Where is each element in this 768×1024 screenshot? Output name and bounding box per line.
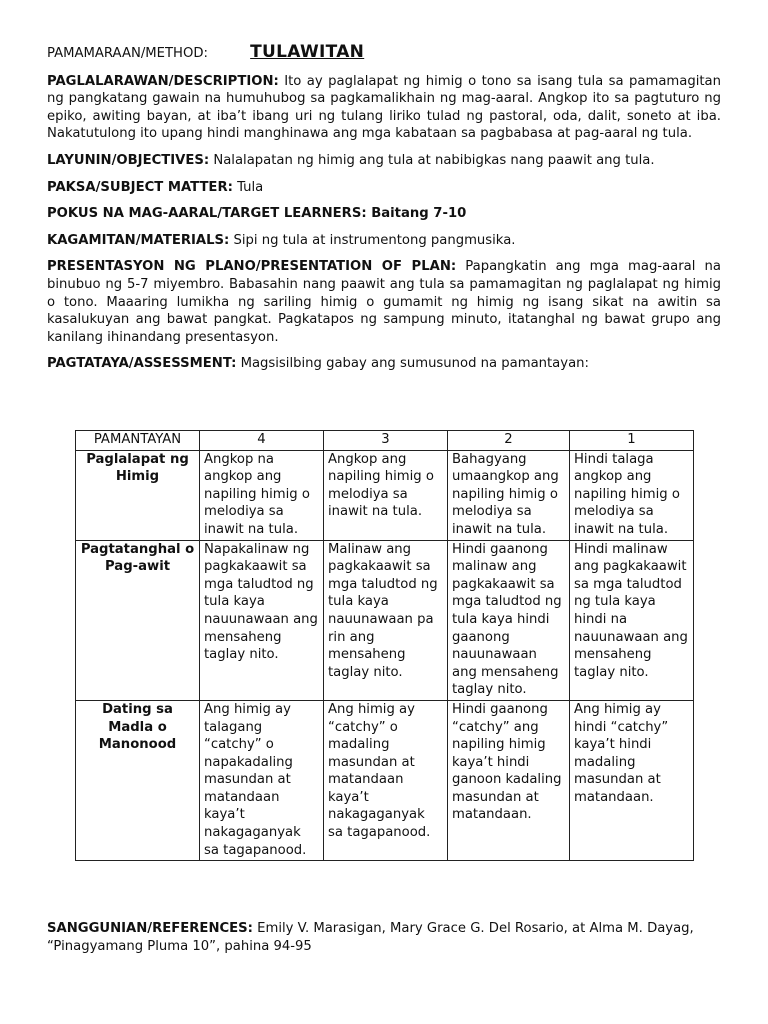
- document-page: [47, 42, 721, 954]
- rubric-criterion: Dating sa Madla o Manonood: [76, 700, 200, 860]
- rubric-cell: Malinaw ang pagkakaawit sa mga taludtod ng tula kaya nauunawaan pa rin ang mensaheng taglay nito.: [324, 540, 448, 700]
- rubric-cell: Ang himig ay talagang “catchy” o napakadaling masundan at matandaan kaya’t nakagaganyak sa tagapanood.: [200, 700, 324, 860]
- rubric-table: [75, 430, 694, 861]
- references-text: Emily V. Marasigan, Mary Grace G. Del Rosario, at Alma M. Dayag, “Pinagyamang Pluma 10”, pahina 94-95: [47, 921, 694, 954]
- rubric-header-score-3: 3: [324, 431, 448, 451]
- description-section: [47, 73, 721, 143]
- rubric-criterion: Pagtatanghal o Pag-awit: [76, 540, 200, 700]
- objectives-section: [47, 152, 721, 170]
- method-line: [47, 44, 721, 63]
- subject-matter-section: [47, 179, 721, 197]
- references-section: [47, 920, 721, 955]
- rubric-header-score-4: 4: [200, 431, 324, 451]
- table-row: [76, 540, 694, 700]
- assessment-label: PAGTATAYA/ASSESSMENT:: [47, 356, 237, 372]
- presentation-label: PRESENTASYON NG PLANO/PRESENTATION OF PLAN:: [47, 259, 457, 275]
- table-row: [76, 450, 694, 540]
- description-text: Ito ay paglalapat ng himig o tono sa isang tula sa pamamagitan ng pangkatang gawain na humuhubog sa pagkamalikhain ng mag-aaral. Angkop ito sa pagtuturo ng epiko, awiting bayan, at iba’t ibang uri ng tulang liriko tulad ng pastoral, oda, dalit, soneto at iba. Nakatutulong ito upang hindi manghinawa ang mga kabataan sa pagbabasa at pag-aaral ng tula.: [47, 73, 721, 142]
- presentation-section: [47, 258, 721, 346]
- target-learners-text: Baitang 7-10: [366, 206, 467, 222]
- rubric-cell: Angkop ang napiling himig o melodiya sa inawit na tula.: [324, 450, 448, 540]
- rubric-cell: Angkop na angkop ang napiling himig o melodiya sa inawit na tula.: [200, 450, 324, 540]
- subject-matter-label: PAKSA/SUBJECT MATTER:: [47, 179, 233, 195]
- method-title: TULAWITAN: [250, 42, 365, 62]
- assessment-text: Magsisilbing gabay ang sumusunod na pamantayan:: [236, 356, 589, 372]
- rubric-header-score-1: 1: [570, 431, 694, 451]
- materials-section: [47, 232, 721, 250]
- method-label: PAMAMARAAN/METHOD:: [47, 46, 208, 61]
- rubric-criterion: Paglalapat ng Himig: [76, 450, 200, 540]
- rubric-cell: Ang himig ay “catchy” o madaling masundan at matandaan kaya’t nakagaganyak sa tagapanood.: [324, 700, 448, 860]
- table-row: [76, 700, 694, 860]
- description-label: PAGLALARAWAN/DESCRIPTION:: [47, 73, 279, 89]
- rubric-cell: Ang himig ay hindi “catchy” kaya’t hindi madaling masundan at matandaan.: [570, 700, 694, 860]
- subject-matter-text: Tula: [232, 179, 264, 195]
- rubric-header-row: [76, 431, 694, 451]
- rubric-cell: Bahagyang umaangkop ang napiling himig o melodiya sa inawit na tula.: [448, 450, 570, 540]
- rubric-cell: Hindi gaanong “catchy” ang napiling himig kaya’t hindi ganoon kadaling masundan at matandaan.: [448, 700, 570, 860]
- objectives-label: LAYUNIN/OBJECTIVES:: [47, 152, 210, 168]
- target-learners-section: [47, 205, 721, 223]
- rubric-cell: Hindi gaanong malinaw ang pagkakaawit sa mga taludtod ng tula kaya hindi gaanong nauunawaan ang mensaheng taglay nito.: [448, 540, 570, 700]
- rubric-header-criteria: PAMANTAYAN: [76, 431, 200, 451]
- rubric-header-score-2: 2: [448, 431, 570, 451]
- assessment-section: [47, 355, 721, 373]
- objectives-text: Nalalapatan ng himig ang tula at nabibigkas nang paawit ang tula.: [209, 152, 655, 168]
- rubric-cell: Hindi talaga angkop ang napiling himig o melodiya sa inawit na tula.: [570, 450, 694, 540]
- materials-label: KAGAMITAN/MATERIALS:: [47, 232, 230, 248]
- materials-text: Sipi ng tula at instrumentong pangmusika.: [229, 232, 516, 248]
- presentation-text: Papangkatin ang mga mag-aaral na binubuo ng 5-7 miyembro. Babasahin nang paawit ang tula sa pamamagitan ng paglalapat ng himig o tono. Maaaring lumikha ng sariling himig o gumamit ng himig ng isang sikat na awitin sa kasalukuyan ang bawat pangkat. Pagkatapos ng sampung minuto, itatanghal ng bawat grupo ang kanilang ihinandang presentasyon.: [47, 259, 721, 345]
- target-learners-label: POKUS NA MAG-AARAL/TARGET LEARNERS:: [47, 206, 367, 222]
- references-label: SANGGUNIAN/REFERENCES:: [47, 921, 253, 936]
- rubric-cell: Napakalinaw ng pagkakaawit sa mga taludtod ng tula kaya nauunawaan ang mensaheng taglay nito.: [200, 540, 324, 700]
- rubric-cell: Hindi malinaw ang pagkakaawit sa mga taludtod ng tula kaya hindi na nauunawaan ang mensaheng taglay nito.: [570, 540, 694, 700]
